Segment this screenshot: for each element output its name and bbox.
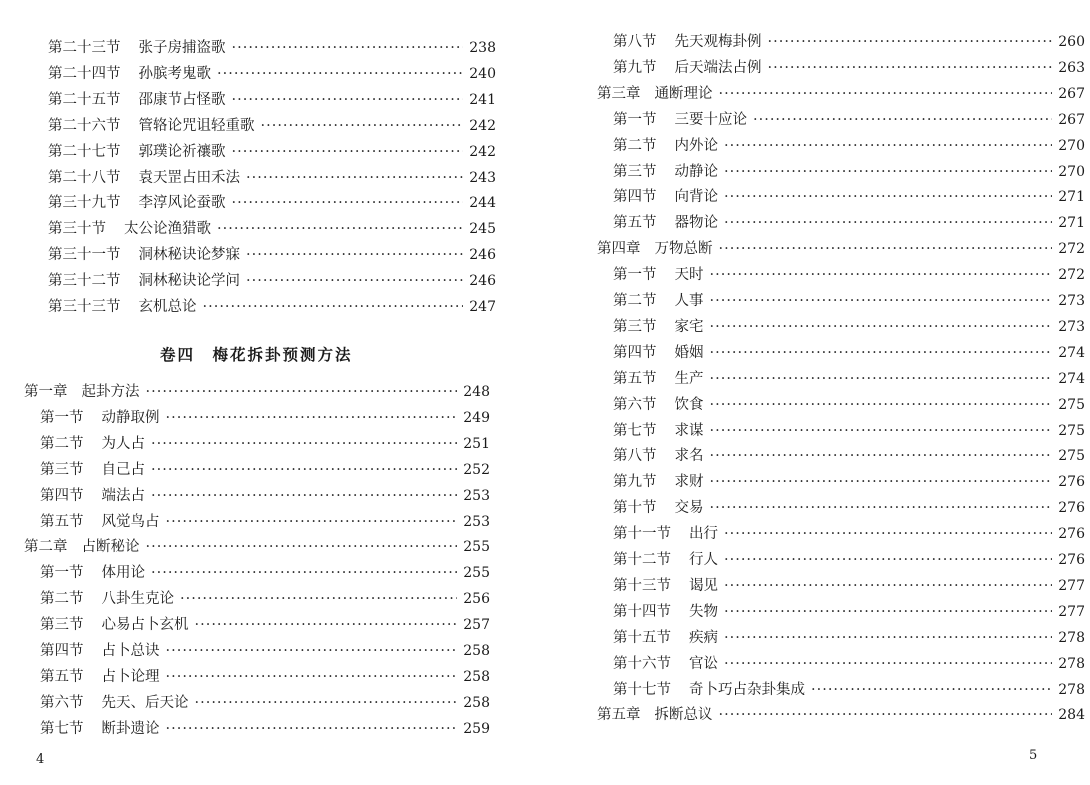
dot-leader: [166, 717, 458, 741]
dot-leader: [232, 191, 464, 215]
dot-leader: [724, 600, 1052, 624]
dot-leader: [232, 36, 464, 60]
toc-section-entry: [40, 665, 490, 689]
toc-entry-title: 张子房捕盗歌: [138, 40, 226, 56]
dot-leader: [203, 295, 464, 319]
toc-entry-title: 动静论: [674, 163, 718, 180]
dot-leader: [710, 419, 1053, 443]
toc-entry-label: 第三章: [597, 85, 641, 102]
toc-entry-title: 家宅: [674, 318, 704, 335]
toc-entry-title: 谒见: [689, 577, 718, 594]
toc-entry-title: 为人占: [101, 435, 145, 452]
toc-section-entry: [613, 419, 1085, 443]
toc-entry-page: 278: [1058, 629, 1085, 646]
toc-entry-page: 263: [1058, 59, 1085, 76]
toc-section-entry: [40, 613, 490, 637]
toc-entry-label: 第一节: [40, 565, 84, 582]
toc-entry-label: 第三节: [613, 163, 657, 180]
dot-leader: [719, 703, 1053, 727]
toc-section-entry: [613, 678, 1085, 702]
toc-entry-page: 257: [463, 617, 490, 634]
toc-entry-label: 第二章: [24, 539, 68, 556]
dot-leader: [768, 56, 1053, 80]
toc-entry-title: 邵康节占怪歌: [138, 91, 226, 108]
toc-entry-title: 失物: [689, 603, 718, 620]
dot-leader: [151, 458, 457, 482]
toc-entry-title: 占卜总诀: [101, 643, 160, 659]
toc-entry-page: 240: [469, 65, 496, 82]
dot-leader: [151, 432, 457, 456]
toc-entry-title: 玄机总论: [138, 299, 197, 315]
toc-entry-title: 端法占: [101, 487, 145, 504]
toc-entry-label: 第五节: [613, 370, 657, 387]
toc-section-entry: [613, 30, 1085, 54]
dot-leader: [146, 535, 458, 559]
toc-entry-label: 第三十三节: [48, 299, 121, 315]
toc-entry-title: 饮食: [674, 396, 704, 413]
toc-entry-page: 251: [463, 435, 490, 452]
dot-leader: [724, 626, 1052, 650]
toc-entry-title: 器物论: [674, 215, 718, 232]
toc-entry-label: 第四节: [613, 344, 657, 361]
dot-leader: [180, 587, 457, 611]
toc-entry-label: 第二十八节: [48, 169, 121, 186]
toc-section-entry: [613, 652, 1085, 676]
toc-section-entry: [613, 626, 1085, 650]
dot-leader: [710, 367, 1053, 391]
dot-leader: [232, 88, 464, 112]
toc-entry-title: 断卦遗论: [101, 720, 160, 737]
toc-entry-label: 第二节: [613, 293, 657, 309]
dot-leader: [768, 30, 1053, 54]
toc-entry-page: 248: [463, 384, 490, 400]
toc-chapter-entry: [597, 82, 1085, 106]
toc-entry-label: 第八节: [613, 34, 657, 50]
toc-entry-label: 第七节: [613, 422, 657, 439]
dot-leader: [151, 484, 457, 508]
toc-entry-label: 第六节: [613, 396, 657, 413]
toc-entry-page: 273: [1058, 318, 1085, 335]
toc-entry-title: 管辂论咒诅轻重歌: [138, 117, 255, 134]
toc-section-entry: [613, 56, 1085, 80]
toc-entry-label: 第三十节: [48, 221, 106, 238]
toc-entry-page: 252: [463, 461, 490, 478]
dot-leader: [719, 82, 1053, 106]
toc-entry-title: 孙膑考鬼歌: [138, 65, 211, 82]
dot-leader: [146, 380, 458, 404]
toc-entry-label: 第三节: [613, 318, 657, 335]
toc-section-entry: [613, 211, 1085, 235]
toc-entry-title: 先天、后天论: [101, 694, 189, 711]
toc-entry-page: 260: [1058, 34, 1085, 50]
toc-section-entry: [613, 108, 1085, 132]
toc-entry-label: 第九节: [613, 474, 657, 491]
dot-leader: [724, 134, 1052, 158]
toc-entry-title: 三要十应论: [674, 111, 747, 128]
toc-entry-page: 244: [469, 195, 496, 212]
toc-entry-label: 第十一节: [613, 526, 671, 543]
toc-entry-label: 第七节: [40, 720, 84, 737]
toc-section-entry: [48, 114, 496, 138]
toc-entry-page: 267: [1058, 85, 1085, 102]
toc-entry-title: 奇卜巧占杂卦集成: [689, 681, 805, 698]
toc-section-entry: [613, 263, 1085, 287]
toc-section-entry: [613, 160, 1085, 184]
dot-leader: [710, 289, 1053, 313]
toc-entry-label: 第十三节: [613, 577, 671, 594]
toc-entry-label: 第三十九节: [48, 195, 121, 212]
toc-entry-page: 267: [1058, 111, 1085, 128]
toc-entry-label: 第三十二节: [48, 273, 121, 290]
toc-entry-title: 求财: [674, 474, 704, 491]
toc-entry-label: 第十二节: [613, 552, 671, 568]
toc-entry-title: 天时: [674, 267, 704, 284]
dot-leader: [724, 574, 1052, 598]
toc-entry-title: 交易: [674, 500, 704, 517]
toc-entry-page: 272: [1058, 267, 1085, 284]
toc-entry-page: 258: [463, 643, 490, 659]
toc-entry-label: 第四节: [40, 643, 84, 659]
toc-entry-page: 274: [1058, 344, 1085, 361]
toc-section-entry: [613, 522, 1085, 546]
toc-entry-label: 第三节: [40, 617, 84, 634]
dot-leader: [217, 62, 463, 86]
toc-entry-label: 第一章: [24, 384, 68, 400]
toc-entry-page: 273: [1058, 293, 1085, 309]
toc-section-entry: [48, 269, 496, 293]
toc-entry-page: 255: [463, 565, 490, 582]
toc-section-entry: [48, 243, 496, 267]
right-page: [545, 0, 1090, 785]
dot-leader: [724, 211, 1052, 235]
toc-entry-page: 259: [463, 720, 490, 737]
toc-section-entry: [40, 432, 490, 456]
toc-section-entry: [613, 289, 1085, 313]
toc-entry-label: 第三节: [40, 461, 84, 478]
dot-leader: [724, 160, 1052, 184]
toc-entry-label: 第一节: [40, 409, 84, 426]
toc-section-entry: [48, 140, 496, 164]
dot-leader: [151, 561, 457, 585]
dot-leader: [724, 185, 1052, 209]
toc-entry-title: 求谋: [674, 422, 704, 439]
toc-section-entry: [40, 691, 490, 715]
toc-entry-page: 276: [1058, 474, 1085, 491]
toc-entry-page: 284: [1058, 707, 1085, 724]
toc-entry-label: 第十四节: [613, 603, 671, 620]
toc-entry-title: 自己占: [101, 461, 145, 478]
toc-entry-label: 第二十七节: [48, 143, 121, 160]
toc-entry-page: 271: [1058, 189, 1085, 206]
page-number: 5: [1029, 748, 1038, 763]
toc-entry-label: 第二十五节: [48, 91, 121, 108]
toc-section-entry: [40, 458, 490, 482]
toc-entry-title: 占断秘论: [81, 539, 140, 556]
toc-section-entry: [613, 393, 1085, 417]
toc-entry-page: 275: [1058, 396, 1085, 413]
toc-entry-page: 276: [1058, 526, 1085, 543]
toc-entry-label: 第四节: [613, 189, 657, 206]
dot-leader: [710, 444, 1053, 468]
toc-section-entry: [48, 62, 496, 86]
dot-leader: [166, 510, 458, 534]
toc-entry-page: 238: [469, 40, 496, 56]
toc-entry-title: 起卦方法: [81, 384, 140, 400]
dot-leader: [710, 341, 1053, 365]
toc-entry-label: 第十七节: [613, 681, 671, 698]
toc-entry-title: 洞林秘诀论学问: [138, 273, 240, 290]
toc-entry-title: 向背论: [674, 189, 718, 206]
toc-entry-title: 郭璞论祈禳歌: [138, 143, 226, 160]
toc-entry-label: 第二节: [613, 137, 657, 154]
toc-entry-label: 第五章: [597, 707, 641, 724]
toc-entry-page: 247: [469, 299, 496, 315]
toc-entry-page: 270: [1058, 137, 1085, 154]
toc-entry-title: 太公论渔猎歌: [124, 221, 211, 238]
toc-entry-page: 276: [1058, 500, 1085, 517]
toc-section-entry: [613, 470, 1085, 494]
toc-entry-page: 253: [463, 487, 490, 504]
toc-entry-page: 258: [463, 668, 490, 685]
toc-entry-label: 第二十三节: [48, 40, 121, 56]
toc-entry-page: 241: [469, 91, 496, 108]
toc-entry-title: 拆断总议: [654, 707, 713, 724]
dot-leader: [710, 263, 1053, 287]
toc-entry-title: 后天端法占例: [674, 59, 762, 76]
toc-section-entry: [613, 444, 1085, 468]
toc-entry-label: 第一节: [613, 267, 657, 284]
toc-entry-title: 洞林秘诀论梦寐: [138, 247, 240, 264]
toc-entry-page: 249: [463, 409, 490, 426]
toc-entry-label: 第五节: [40, 668, 84, 685]
toc-entry-title: 生产: [674, 370, 704, 387]
toc-section-entry: [40, 587, 490, 611]
toc-entry-page: 245: [469, 221, 496, 238]
dot-leader: [724, 652, 1052, 676]
toc-entry-page: 277: [1058, 577, 1085, 594]
toc-section-entry: [40, 639, 490, 663]
toc-section-entry: [613, 134, 1085, 158]
toc-entry-label: 第十六节: [613, 655, 671, 672]
toc-entry-label: 第五节: [613, 215, 657, 232]
toc-entry-label: 第四节: [40, 487, 84, 504]
dot-leader: [710, 315, 1053, 339]
toc-entry-label: 第二节: [40, 435, 84, 452]
toc-entry-title: 体用论: [101, 565, 145, 582]
toc-entry-title: 心易占卜玄机: [101, 617, 189, 634]
toc-section-entry: [48, 36, 496, 60]
toc-section-entry: [613, 185, 1085, 209]
toc-section-entry: [40, 406, 490, 430]
toc-entry-label: 第三十一节: [48, 247, 121, 264]
toc-section-entry: [40, 510, 490, 534]
toc-chapter-entry: [24, 380, 490, 404]
toc-section-entry: [40, 484, 490, 508]
toc-section-entry: [613, 600, 1085, 624]
toc-section-entry: [613, 341, 1085, 365]
toc-entry-title: 出行: [689, 526, 718, 543]
dot-leader: [753, 108, 1052, 132]
toc-entry-title: 占卜论理: [101, 668, 160, 685]
toc-entry-title: 婚姻: [674, 344, 704, 361]
dot-leader: [166, 406, 458, 430]
toc-entry-page: 277: [1058, 603, 1085, 620]
toc-entry-page: 258: [463, 694, 490, 711]
toc-section-entry: [40, 561, 490, 585]
toc-entry-title: 风觉鸟占: [101, 513, 160, 530]
toc-entry-title: 袁天罡占田禾法: [138, 169, 240, 186]
toc-section-entry: [48, 88, 496, 112]
toc-entry-page: 246: [469, 247, 496, 264]
dot-leader: [724, 522, 1052, 546]
toc-entry-title: 疾病: [689, 629, 718, 646]
toc-entry-title: 先天观梅卦例: [674, 34, 762, 50]
toc-entry-title: 万物总断: [654, 241, 713, 258]
toc-chapter-entry: [597, 703, 1085, 727]
toc-section-entry: [48, 217, 496, 241]
toc-section-entry: [613, 496, 1085, 520]
toc-entry-title: 求名: [674, 448, 704, 465]
toc-section-entry: [613, 548, 1085, 572]
toc-entry-page: 271: [1058, 215, 1085, 232]
toc-entry-page: 253: [463, 513, 490, 530]
dot-leader: [166, 639, 458, 663]
toc-chapter-entry: [24, 535, 490, 559]
toc-entry-label: 第十节: [613, 500, 657, 517]
toc-entry-label: 第六节: [40, 694, 84, 711]
dot-leader: [724, 548, 1052, 572]
toc-entry-label: 第二节: [40, 591, 84, 608]
toc-entry-label: 第二十六节: [48, 117, 121, 134]
toc-entry-label: 第二十四节: [48, 65, 121, 82]
toc-entry-label: 第九节: [613, 59, 657, 76]
toc-entry-label: 第五节: [40, 513, 84, 530]
toc-section-entry: [48, 166, 496, 190]
toc-entry-label: 第一节: [613, 111, 657, 128]
dot-leader: [710, 393, 1053, 417]
toc-entry-title: 人事: [674, 293, 704, 309]
toc-entry-page: 246: [469, 273, 496, 290]
toc-section-entry: [613, 574, 1085, 598]
toc-entry-label: 第四章: [597, 241, 641, 258]
toc-section-entry: [613, 367, 1085, 391]
toc-entry-page: 272: [1058, 241, 1085, 258]
toc-entry-title: 八卦生克论: [101, 591, 174, 608]
dot-leader: [232, 140, 464, 164]
toc-entry-label: 第十五节: [613, 629, 671, 646]
dot-leader: [719, 237, 1053, 261]
toc-entry-title: 内外论: [674, 137, 718, 154]
toc-entry-page: 255: [463, 539, 490, 556]
toc-section-entry: [613, 315, 1085, 339]
dot-leader: [246, 269, 463, 293]
toc-entry-label: 第八节: [613, 448, 657, 465]
dot-leader: [195, 691, 458, 715]
toc-section-entry: [48, 191, 496, 215]
toc-entry-page: 275: [1058, 422, 1085, 439]
page-number: 4: [36, 752, 45, 767]
dot-leader: [246, 243, 463, 267]
toc-chapter-entry: [597, 237, 1085, 261]
toc-entry-page: 274: [1058, 370, 1085, 387]
toc-entry-page: 243: [469, 169, 496, 186]
toc-entry-page: 242: [469, 143, 496, 160]
toc-entry-title: 官讼: [689, 655, 718, 672]
toc-entry-page: 275: [1058, 448, 1085, 465]
toc-section-entry: [48, 295, 496, 319]
toc-entry-title: 李淳风论蚕歌: [138, 195, 226, 212]
toc-entry-page: 278: [1058, 655, 1085, 672]
dot-leader: [710, 496, 1053, 520]
toc-entry-page: 276: [1058, 552, 1085, 568]
toc-entry-page: 270: [1058, 163, 1085, 180]
toc-entry-page: 256: [463, 591, 490, 608]
toc-entry-title: 行人: [689, 552, 718, 568]
dot-leader: [710, 470, 1053, 494]
dot-leader: [261, 114, 464, 138]
toc-entry-page: 242: [469, 117, 496, 134]
dot-leader: [246, 166, 463, 190]
dot-leader: [811, 678, 1052, 702]
dot-leader: [166, 665, 458, 689]
dot-leader: [217, 217, 463, 241]
toc-entry-page: 278: [1058, 681, 1085, 698]
toc-entry-title: 动静取例: [101, 409, 160, 426]
dot-leader: [195, 613, 458, 637]
toc-section-entry: [40, 717, 490, 741]
part-heading: 卷四 梅花拆卦预测方法: [160, 346, 353, 364]
toc-entry-title: 通断理论: [654, 85, 713, 102]
